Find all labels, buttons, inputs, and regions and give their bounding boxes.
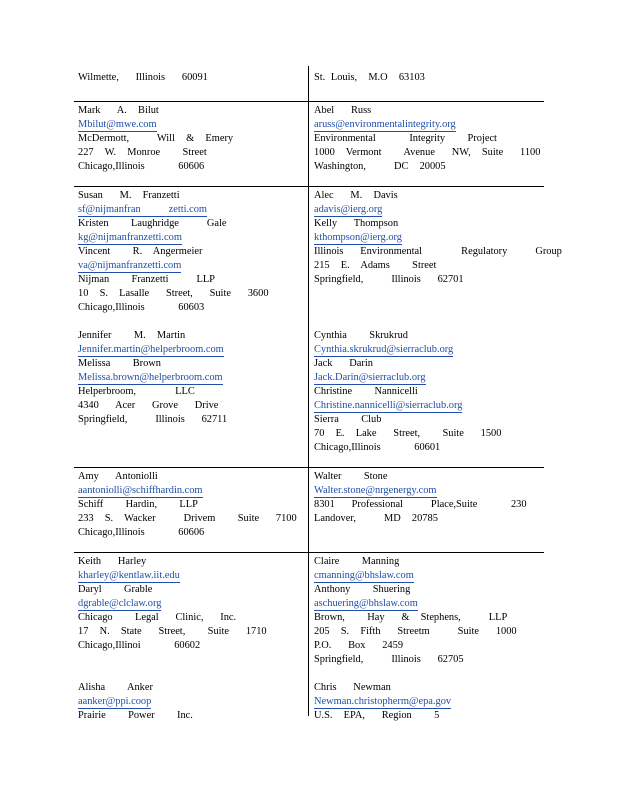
text-line: Chris Newman — [314, 682, 391, 693]
email-link[interactable]: kharley@kentlaw.iit.edu — [78, 570, 180, 581]
email-line — [78, 118, 304, 132]
text-line: Claire Manning — [314, 556, 400, 567]
text-line: Chicago,Illinois 60606 — [78, 527, 205, 538]
email-line — [314, 399, 542, 413]
email-line — [314, 203, 542, 217]
text-line: 17 N. State Street, Suite 1710 — [78, 626, 267, 637]
table-cell-right — [314, 470, 542, 526]
table-row — [74, 187, 562, 468]
email-link[interactable]: kthompson@ierg.org — [314, 232, 402, 243]
text-line: Abel Russ — [314, 105, 372, 116]
text-line: Springfield, Illinois 62711 — [78, 414, 228, 425]
text-line: Walter Stone — [314, 471, 388, 482]
text-line: 227 W. Monroe Street — [78, 147, 207, 158]
table-cell-right — [314, 71, 542, 85]
table-cell-left — [78, 555, 304, 723]
text-line: Prairie Power Inc. — [78, 710, 193, 721]
text-line: St. Louis, M.O 63103 — [314, 72, 425, 83]
email-link[interactable]: aschuering@bhslaw.com — [314, 598, 418, 609]
table-row — [74, 553, 544, 721]
text-line: 233 S. Wacker Drivem Suite 7100 — [78, 513, 297, 524]
text-line: Daryl Grable — [78, 584, 153, 595]
table-row — [74, 468, 544, 553]
text-line: Kristen Laughridge Gale — [78, 218, 227, 229]
table-cell-left — [78, 189, 304, 427]
email-line — [78, 259, 304, 273]
text-line: 10 S. Lasalle Street, Suite 3600 — [78, 288, 269, 299]
text-line: Landover, MD 20785 — [314, 513, 438, 524]
text-line: Chicago,Illinois 60601 — [314, 442, 441, 453]
table-row — [74, 66, 544, 102]
text-line: Kelly Thompson — [314, 218, 399, 229]
text-line: 205 S. Fifth Streetm Suite 1000 — [314, 626, 517, 637]
email-link[interactable]: Melissa.brown@helperbroom.com — [78, 372, 223, 383]
text-line: Nijman Franzetti LLP — [78, 274, 215, 285]
email-line — [78, 231, 304, 245]
text-line: Brown, Hay & Stephens, LLP — [314, 612, 508, 623]
text-line: Sierra Club — [314, 414, 382, 425]
table-cell-right — [314, 555, 542, 723]
text-line: Melissa Brown — [78, 358, 161, 369]
email-line — [78, 343, 304, 357]
spacer — [314, 301, 542, 315]
email-link[interactable]: adavis@ierg.org — [314, 204, 383, 215]
text-line: Springfield, Illinois 62705 — [314, 654, 464, 665]
email-line — [314, 343, 542, 357]
spacer — [314, 315, 542, 329]
email-link[interactable]: Mbilut@mwe.com — [78, 119, 157, 130]
text-line: Keith Harley — [78, 556, 147, 567]
email-link[interactable]: Christine.nannicelli@sierraclub.org — [314, 400, 463, 411]
text-line: Alec M. Davis — [314, 190, 398, 201]
email-link[interactable]: aantoniolli@schiffhardin.com — [78, 485, 203, 496]
email-link[interactable]: Walter.stone@nrgenergy.com — [314, 485, 437, 496]
email-link[interactable]: aanker@ppi.coop — [78, 696, 152, 707]
table-cell-right — [314, 189, 562, 455]
email-link[interactable]: aruss@environmentalintegrity.org — [314, 119, 456, 130]
text-line: Vincent R. Angermeier — [78, 246, 203, 257]
text-line: Illinois Environmental Regulatory Group — [314, 246, 562, 257]
text-line: U.S. EPA, Region 5 — [314, 710, 440, 721]
text-line: Chicago,Illinois 60603 — [78, 302, 205, 313]
service-list-table — [74, 66, 562, 721]
text-line: 70 E. Lake Street, Suite 1500 — [314, 428, 502, 439]
text-line: Schiff Hardin, LLP — [78, 499, 198, 510]
text-line: Christine Nannicelli — [314, 386, 418, 397]
spacer — [78, 667, 304, 681]
text-line: 4340 Acer Grove Drive — [78, 400, 219, 411]
text-line: Chicago,Illinoi 60602 — [78, 640, 201, 651]
text-line: Amy Antoniolli — [78, 471, 158, 482]
text-line: McDermott, Will & Emery — [78, 133, 234, 144]
email-link[interactable]: Jack.Darin@sierraclub.org — [314, 372, 426, 383]
email-link[interactable]: cmanning@bhslaw.com — [314, 570, 414, 581]
text-line: P.O. Box 2459 — [314, 640, 404, 651]
text-line: Susan M. Franzetti — [78, 190, 180, 201]
email-line — [78, 597, 304, 611]
email-link[interactable]: sf@nijmanfran zetti.com — [78, 204, 208, 215]
text-line: Chicago Legal Clinic, Inc. — [78, 612, 237, 623]
text-line: Environmental Integrity Project — [314, 133, 497, 144]
email-line — [78, 569, 304, 583]
email-line — [78, 203, 304, 217]
table-cell-left — [78, 71, 304, 85]
text-line: Alisha Anker — [78, 682, 153, 693]
table-cell-left — [78, 104, 304, 174]
email-line — [314, 231, 542, 245]
text-line: Springfield, Illinois 62701 — [314, 274, 464, 285]
text-line: 215 E. Adams Street — [314, 260, 437, 271]
email-line — [314, 695, 542, 709]
email-link[interactable]: Jennifer.martin@helperbroom.com — [78, 344, 224, 355]
text-line: Cynthia Skrukrud — [314, 330, 408, 341]
text-line: 1000 Vermont Avenue NW, Suite 1100 — [314, 147, 541, 158]
email-line — [78, 484, 304, 498]
email-line — [314, 597, 542, 611]
email-link[interactable]: kg@nijmanfranzetti.com — [78, 232, 182, 243]
spacer — [314, 667, 542, 681]
text-line: Chicago,Illinois 60606 — [78, 161, 205, 172]
email-line — [78, 695, 304, 709]
email-line — [314, 118, 542, 132]
table-cell-right — [314, 104, 542, 174]
text-line: Mark A. Bilut — [78, 105, 159, 116]
email-line — [314, 484, 542, 498]
email-line — [314, 371, 542, 385]
email-link[interactable]: Cynthia.skrukrud@sierraclub.org — [314, 344, 454, 355]
email-line — [314, 569, 542, 583]
text-line: Jack Darin — [314, 358, 373, 369]
spacer — [78, 653, 304, 667]
text-line: Helperbroom, LLC — [78, 386, 195, 397]
spacer — [314, 287, 542, 301]
table-row — [74, 102, 544, 187]
email-link[interactable]: dgrable@clclaw.org — [78, 598, 162, 609]
email-link[interactable]: va@nijmanfranzetti.com — [78, 260, 182, 271]
text-line: Anthony Shuering — [314, 584, 411, 595]
email-line — [78, 371, 304, 385]
text-line: Washington, DC 20005 — [314, 161, 446, 172]
text-line: 8301 Professional Place,Suite 230 — [314, 499, 527, 510]
text-line: Jennifer M. Martin — [78, 330, 186, 341]
text-line: Wilmette, Illinois 60091 — [78, 72, 208, 83]
email-link[interactable]: Newman.christopherm@epa.gov — [314, 696, 452, 707]
table-cell-left — [78, 470, 304, 540]
spacer — [78, 315, 304, 329]
